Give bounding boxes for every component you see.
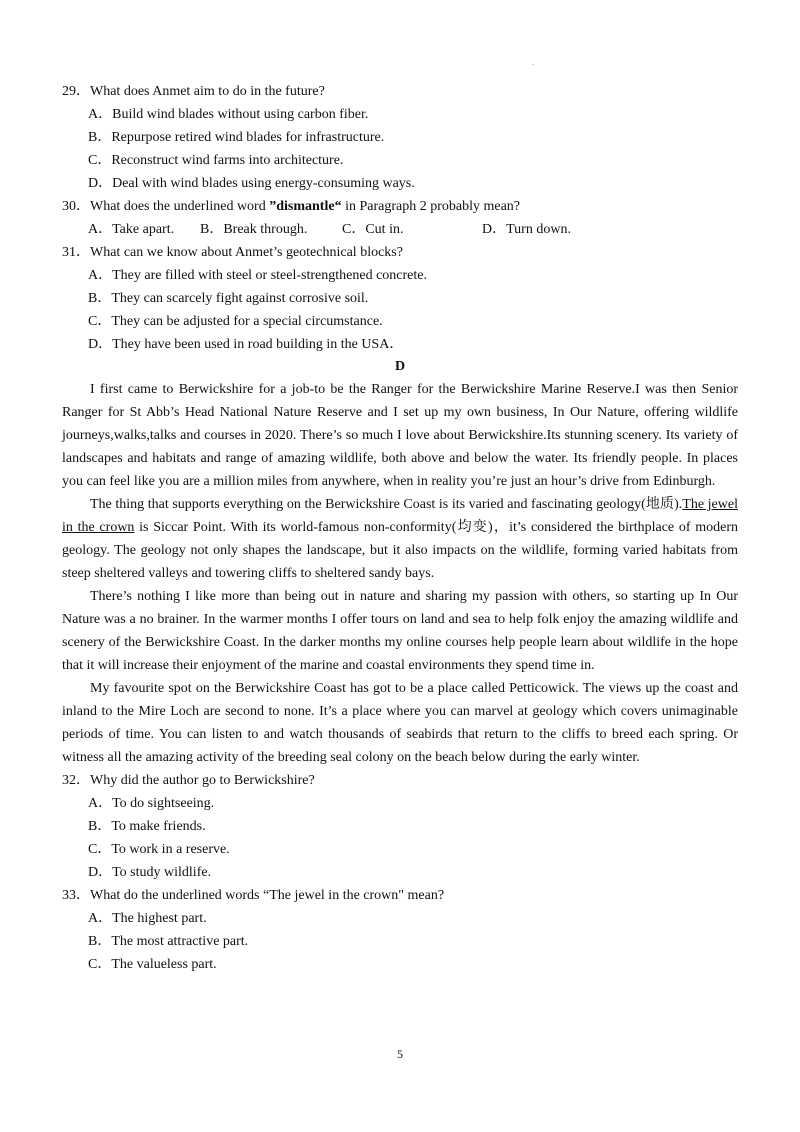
q33-option-c[interactable]: C．The valueless part.: [88, 957, 217, 972]
stray-mark: .: [532, 58, 534, 67]
q31-option-a[interactable]: A．They are filled with steel or steel-strengthened concrete.: [88, 268, 427, 283]
passage-paragraph-3: There’s nothing I like more than being out in nature and sharing my passion with others, so starting up In Our Nature was a no brainer. In the warmer months I offer tours on land and sea to help folk enjoy the amazing wildlife and scenery of the Berwickshire Coast. In the darker months my online courses help people learn about wildlife in the hope that it will increase their enjoyment of the marine and coastal environments they spend time in.: [62, 589, 738, 673]
q31-option-b[interactable]: B．They can scarcely fight against corrosive soil.: [88, 291, 369, 306]
q33-option-b[interactable]: B．The most attractive part.: [88, 934, 249, 949]
passage-paragraph-4: My favourite spot on the Berwickshire Coast has got to be a place called Petticowick. The views up the coast and inland to the Mire Loch are second to none. It’s a place where you can marvel at geology which covers unimaginable periods of time. You can listen to and watch thousands of seabirds that return to the cliffs to breed each spring. Or witness all the amazing activity of the breeding seal colony on the beach below during the early winter.: [62, 681, 738, 765]
q29-option-b[interactable]: B．Repurpose retired wind blades for infrastructure.: [88, 130, 385, 145]
question-32-stem: 32．Why did the author go to Berwickshire?: [62, 773, 315, 788]
q30-option-b[interactable]: B．Break through.: [200, 222, 308, 237]
q33-option-a[interactable]: A．The highest part.: [88, 911, 207, 926]
q32-option-d[interactable]: D．To study wildlife.: [88, 865, 212, 880]
q31-option-c[interactable]: C．They can be adjusted for a special circumstance.: [88, 314, 383, 329]
passage-paragraph-2: [62, 493, 738, 585]
q32-option-b[interactable]: B．To make friends.: [88, 819, 206, 834]
q31-option-d[interactable]: D．They have been used in road building in the USA．: [88, 337, 404, 352]
q30-stem-post: in Paragraph 2 probably mean?: [341, 199, 521, 214]
passage-paragraph-1: I first came to Berwickshire for a job-to be the Ranger for the Berwickshire Marine Reserve.I was then Senior Ranger for St Abb’s Head National Nature Reserve and I set up my own business, In Our Nature, offering wildlife journeys,walks,talks and courses in 2020. There’s so much I love about Berwickshire.Its stunning scenery. Its variety of landscapes and habitats and range of amazing wildlife, both above and below the water. Its friendly people. In places you can feel like you are a million miles from anywhere, when in reality you’re just an hour’s drive from Edinburgh.: [62, 382, 738, 489]
q30-keyword: ”dismantle“: [269, 199, 342, 214]
q30-options-row: [88, 218, 738, 241]
page-number: 5: [397, 1047, 403, 1061]
content: [62, 80, 738, 976]
q30-option-c[interactable]: C．Cut in.: [342, 222, 404, 237]
q30-option-d[interactable]: D．Turn down.: [482, 222, 571, 237]
p2-underlined-phrase: The jewel in the crown: [62, 497, 738, 535]
q30-stem-pre: 30．What does the underlined word: [62, 199, 270, 214]
q29-option-a[interactable]: A．Build wind blades without using carbon fiber.: [88, 107, 369, 122]
q30-option-a[interactable]: A．Take apart.: [88, 222, 175, 237]
section-label: D: [394, 359, 406, 374]
q29-option-d[interactable]: D．Deal with wind blades using energy-consuming ways.: [88, 176, 415, 191]
p2-text-post: is Siccar Point. With its world-famous non-conformity(均变)，it’s considered the birthplace of modern geology. The geology not only shapes the landscape, but it also impacts on the wildlife, forming varied habitats from steep sheltered valleys and towering cliffs to sheltered sandy bays.: [62, 520, 738, 581]
question-29-stem: 29．What does Anmet aim to do in the future?: [62, 84, 325, 99]
q32-option-a[interactable]: A．To do sightseeing.: [88, 796, 215, 811]
question-30-stem: [62, 195, 738, 218]
question-33-stem: 33．What do the underlined words “The jewel in the crown" mean?: [62, 888, 445, 903]
q29-option-c[interactable]: C．Reconstruct wind farms into architecture.: [88, 153, 344, 168]
p2-text-pre: The thing that supports everything on the Berwickshire Coast is its varied and fascinating geology(地质).: [90, 497, 683, 512]
q32-option-c[interactable]: C．To work in a reserve.: [88, 842, 230, 857]
question-31-stem: 31．What can we know about Anmet’s geotechnical blocks?: [62, 245, 403, 260]
